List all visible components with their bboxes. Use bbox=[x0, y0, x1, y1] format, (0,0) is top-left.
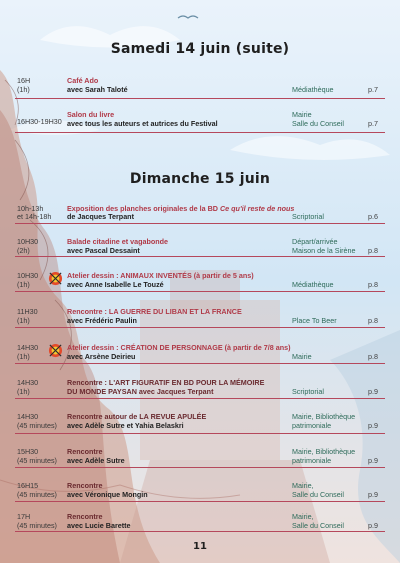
event-location-detail: Maison de la Sirène bbox=[292, 246, 356, 255]
event-location: Mairie, Bibliothèque bbox=[292, 447, 356, 456]
event-time: 14H30 bbox=[17, 343, 39, 352]
event-time: 14H30 bbox=[17, 412, 39, 421]
event-title: Balade citadine et vagabonde bbox=[67, 237, 169, 246]
day-title-sunday: Dimanche 15 juin bbox=[129, 171, 271, 187]
event-location: Mairie, Bibliothèque bbox=[292, 412, 356, 421]
event-location: Mairie bbox=[292, 110, 312, 119]
event-duration: et 14h-18h bbox=[17, 212, 52, 221]
event-row bbox=[15, 302, 385, 328]
event-page-ref: p.7 bbox=[368, 85, 378, 94]
event-guest: de Jacques Terpant bbox=[67, 212, 134, 221]
event-location: Place To Beer bbox=[292, 316, 337, 325]
event-guest: avec Frédéric Paulin bbox=[67, 316, 137, 325]
event-guest: avec Sarah Taloté bbox=[67, 85, 128, 94]
event-time: 16H15 bbox=[17, 481, 39, 490]
event-guest: avec Adèle Sutre et Yahia Belaskri bbox=[67, 421, 184, 430]
day-title-saturday: Samedi 14 juin (suite) bbox=[110, 41, 290, 57]
event-duration: (2h) bbox=[17, 246, 30, 255]
event-row bbox=[15, 442, 385, 468]
event-duration: (45 minutes) bbox=[17, 421, 57, 430]
event-duration: (1h) bbox=[17, 316, 30, 325]
event-title: Exposition des planches originales de la BD Ce qu'il reste de nous bbox=[67, 204, 295, 213]
event-page-ref: p.9 bbox=[368, 521, 378, 530]
event-title: Rencontre bbox=[67, 512, 103, 521]
event-time: 10H30 bbox=[17, 237, 39, 246]
event-duration: (1h) bbox=[17, 280, 30, 289]
event-page-ref: p.9 bbox=[368, 387, 378, 396]
event-time: 16H30-19H30 bbox=[17, 117, 62, 126]
event-time: 17H bbox=[17, 512, 31, 521]
event-location: Scriptorial bbox=[292, 387, 324, 396]
event-row bbox=[15, 476, 385, 502]
event-location-detail: Salle du Conseil bbox=[292, 490, 344, 499]
event-guest: avec Pascal Dessaint bbox=[67, 246, 140, 255]
event-title: Rencontre : LA GUERRE DU LIBAN ET LA FRANCE bbox=[67, 307, 242, 316]
event-page-ref: p.8 bbox=[368, 316, 378, 325]
event-page-ref: p.9 bbox=[368, 421, 378, 430]
paint-palette-icon bbox=[48, 343, 63, 358]
event-guest: avec Anne Isabelle Le Touzé bbox=[67, 280, 164, 289]
event-page-ref: p.9 bbox=[368, 456, 378, 465]
event-location-detail: patrimoniale bbox=[292, 421, 332, 430]
event-duration: (45 minutes) bbox=[17, 456, 57, 465]
event-page-ref: p.9 bbox=[368, 490, 378, 499]
event-location: Départ/arrivée bbox=[292, 237, 338, 246]
event-title-continued: DU MONDE PAYSAN avec Jacques Terpant bbox=[67, 387, 214, 396]
event-location-detail: Salle du Conseil bbox=[292, 119, 344, 128]
event-row bbox=[15, 407, 385, 434]
event-location-detail: Salle du Conseil bbox=[292, 521, 344, 530]
event-title: Café Ado bbox=[67, 76, 99, 85]
event-duration: (45 minutes) bbox=[17, 521, 57, 530]
event-time: 16H bbox=[17, 76, 31, 85]
event-row bbox=[15, 104, 385, 133]
event-guest: avec Véronique Mongin bbox=[67, 490, 148, 499]
event-time: 10h-13h bbox=[17, 204, 44, 213]
event-title: Rencontre : L'ART FIGURATIF EN BD POUR LA MÉMOIRE bbox=[67, 378, 265, 387]
event-row bbox=[15, 338, 385, 364]
event-title: Salon du livre bbox=[67, 110, 115, 119]
event-row bbox=[15, 200, 385, 224]
event-page-ref: p.8 bbox=[368, 352, 378, 361]
event-time: 11H30 bbox=[17, 307, 38, 316]
event-page-ref: p.6 bbox=[368, 212, 378, 221]
page-number: 11 bbox=[193, 541, 207, 552]
event-location: Médiathèque bbox=[292, 85, 334, 94]
event-row bbox=[15, 510, 385, 532]
event-duration: (1h) bbox=[17, 387, 30, 396]
event-location-detail: patrimoniale bbox=[292, 456, 332, 465]
event-time: 15H30 bbox=[17, 447, 39, 456]
event-duration: (1h) bbox=[17, 352, 30, 361]
event-title: Rencontre bbox=[67, 447, 103, 456]
event-duration: (45 minutes) bbox=[17, 490, 57, 499]
event-page-ref: p.7 bbox=[368, 119, 378, 128]
event-time: 14H30 bbox=[17, 378, 39, 387]
event-location: Scriptorial bbox=[292, 212, 324, 221]
event-location: Mairie, bbox=[292, 481, 314, 490]
event-location: Médiathèque bbox=[292, 280, 334, 289]
event-row bbox=[15, 266, 385, 292]
event-duration: (1h) bbox=[17, 85, 30, 94]
event-title: Rencontre bbox=[67, 481, 103, 490]
event-row bbox=[15, 232, 385, 257]
event-time: 10H30 bbox=[17, 271, 39, 280]
event-title: Atelier dessin : CRÉATION DE PERSONNAGE (à partir de 7/8 ans) bbox=[67, 343, 291, 352]
event-guest: avec tous les auteurs et autrices du Festival bbox=[67, 119, 218, 128]
event-guest: avec Lucie Barette bbox=[67, 521, 131, 530]
event-row bbox=[15, 373, 385, 399]
event-guest: avec Arsène Deirieu bbox=[67, 352, 136, 361]
event-location: Mairie, bbox=[292, 512, 314, 521]
event-location: Mairie bbox=[292, 352, 312, 361]
event-page-ref: p.8 bbox=[368, 246, 378, 255]
event-page-ref: p.8 bbox=[368, 280, 378, 289]
event-title: Atelier dessin : ANIMAUX INVENTÉS (à partir de 5 ans) bbox=[67, 271, 254, 280]
event-guest: avec Adèle Sutre bbox=[67, 456, 125, 465]
event-title: Rencontre autour de LA REVUE APULÉE bbox=[67, 412, 207, 421]
event-row bbox=[15, 72, 385, 99]
paint-palette-icon bbox=[48, 271, 63, 286]
